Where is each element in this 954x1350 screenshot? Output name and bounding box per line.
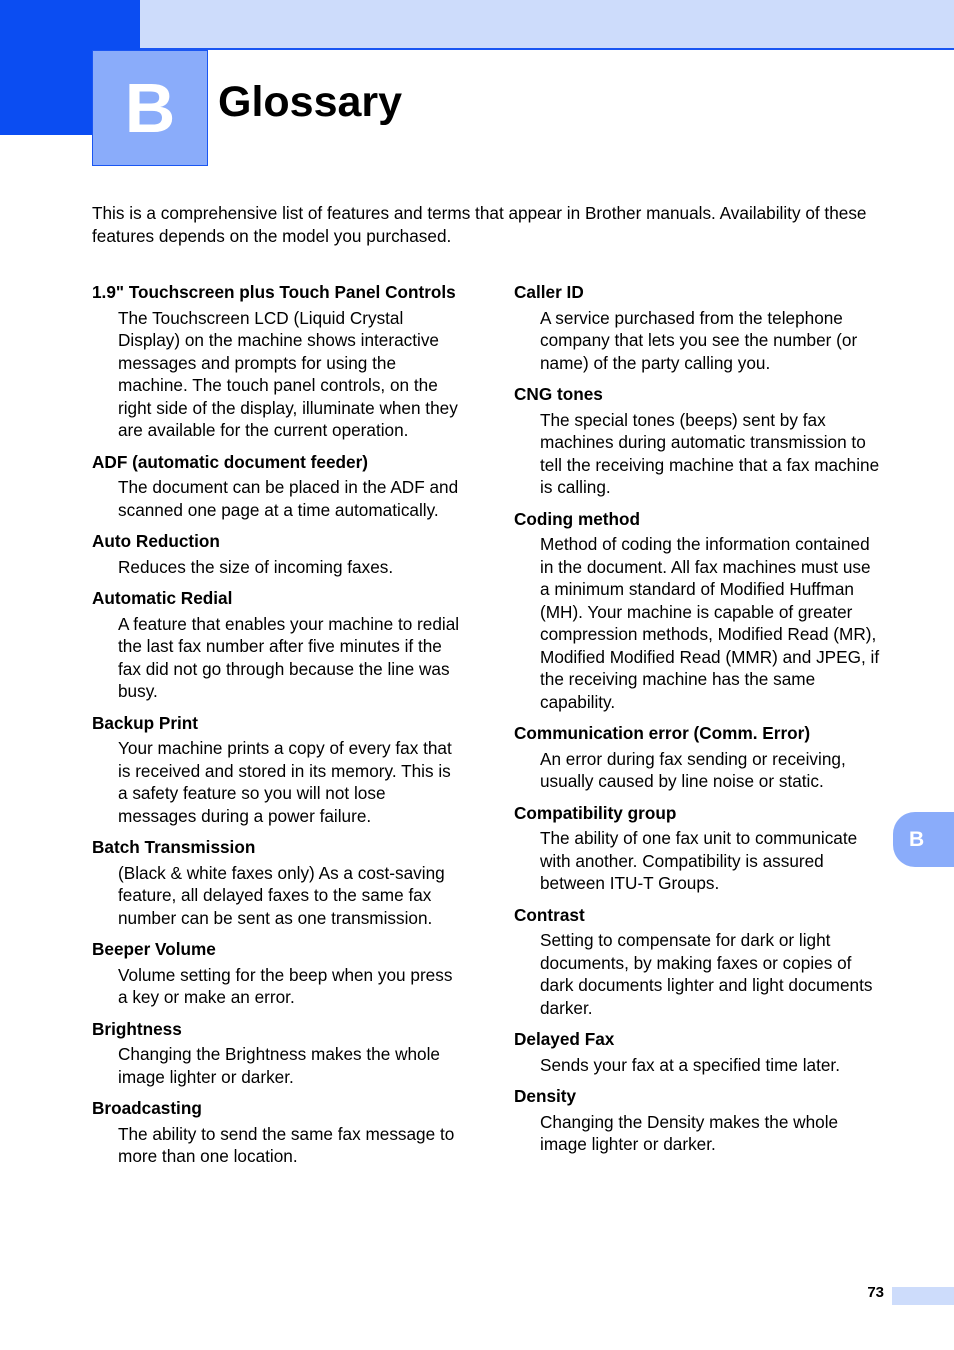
glossary-entry xyxy=(514,904,884,1020)
glossary-entry xyxy=(514,383,884,499)
glossary-definition: The special tones (beeps) sent by fax machines during automatic transmission to tell the receiving machine that a fax machine is calling. xyxy=(540,409,880,497)
glossary-entry xyxy=(92,281,464,442)
glossary-term: CNG tones xyxy=(514,384,603,404)
glossary-term: Broadcasting xyxy=(92,1098,202,1118)
glossary-column-left xyxy=(92,281,464,1177)
glossary-term: Contrast xyxy=(514,904,585,925)
glossary-term: Brightness xyxy=(92,1018,182,1039)
glossary-entry xyxy=(514,508,884,714)
glossary-term: Automatic Redial xyxy=(92,588,233,608)
glossary-term: Communication error (Comm. Error) xyxy=(514,723,811,743)
glossary-definition: Sends your fax at a specified time later. xyxy=(540,1054,840,1075)
glossary-column-right xyxy=(514,281,884,1165)
chapter-letter: B xyxy=(124,69,176,147)
glossary-entry xyxy=(92,1018,464,1089)
glossary-definition: Changing the Brightness makes the whole image lighter or darker. xyxy=(118,1044,440,1087)
glossary-term: Density xyxy=(514,1086,577,1106)
glossary-definition: The document can be placed in the ADF and scanned one page at a time automatically. xyxy=(118,477,459,520)
glossary-definition: (Black & white faxes only) As a cost-saving feature, all delayed faxes to the same fax number can be sent as one transmission. xyxy=(118,862,445,928)
glossary-term: ADF (automatic document feeder) xyxy=(92,451,368,472)
glossary-term: Coding method xyxy=(514,508,641,529)
chapter-badge xyxy=(92,50,208,166)
glossary-definition: Your machine prints a copy of every fax that is received and stored in its memory. This is a safety feature so you will not lose messages during a power failure. xyxy=(118,738,452,826)
page-title: Glossary xyxy=(218,78,403,126)
glossary-term: Compatibility group xyxy=(514,802,677,823)
glossary-entry xyxy=(514,1028,884,1076)
glossary-definition: A feature that enables your machine to redial the last fax number after five minutes if the fax did not go through because the line was busy. xyxy=(118,613,460,701)
glossary-entry xyxy=(92,836,464,929)
glossary-entry xyxy=(92,451,464,522)
glossary-term: Batch Transmission xyxy=(92,837,256,857)
glossary-entry xyxy=(514,1085,884,1156)
glossary-definition: Changing the Density makes the whole image lighter or darker. xyxy=(540,1111,839,1154)
glossary-entry xyxy=(92,712,464,828)
glossary-definition: Setting to compensate for dark or light documents, by making faxes or copies of dark documents lighter and light documents darker. xyxy=(540,930,873,1018)
glossary-entry xyxy=(514,722,884,793)
footer-bar xyxy=(892,1287,954,1305)
glossary-entry xyxy=(92,1097,464,1168)
glossary-term: Delayed Fax xyxy=(514,1029,615,1049)
glossary-definition: Method of coding the information contained in the document. All fax machines must use a minimum standard of Modified Huffman (MH). Your machine is capable of greater compression methods, Modified Read (MR), Modified Modified Read (MMR) and JPEG, if the receiving machine has the same capability. xyxy=(540,534,880,712)
glossary-definition: Volume setting for the beep when you press a key or make an error. xyxy=(118,964,453,1007)
chapter-side-tab xyxy=(893,812,954,867)
glossary-definition: The Touchscreen LCD (Liquid Crystal Display) on the machine shows interactive messages and prompts for using the machine. The touch panel controls, on the right side of the display, illuminate when they are available for the current operation. xyxy=(118,307,458,440)
glossary-definition: A service purchased from the telephone company that lets you see the number (or name) of the party calling you. xyxy=(540,307,858,373)
page-number: 73 xyxy=(867,1284,884,1301)
glossary-definition: The ability of one fax unit to communicate with another. Compatibility is assured between ITU-T Groups. xyxy=(540,828,858,893)
glossary-term: Auto Reduction xyxy=(92,531,220,551)
header-band xyxy=(140,0,954,50)
glossary-term: Beeper Volume xyxy=(92,939,216,959)
glossary-entry xyxy=(92,530,464,578)
glossary-entry xyxy=(92,938,464,1009)
glossary-term: Backup Print xyxy=(92,712,199,733)
glossary-entry xyxy=(92,587,464,703)
glossary-entry xyxy=(514,281,884,374)
glossary-term: 1.9" Touchscreen plus Touch Panel Controls xyxy=(92,282,456,302)
glossary-definition: The ability to send the same fax message to more than one location. xyxy=(118,1123,455,1166)
side-tab-letter: B xyxy=(909,828,925,851)
intro-paragraph: This is a comprehensive list of features and terms that appear in Brother manuals. Availability of these features depends on the model you purchased. xyxy=(92,203,867,246)
glossary-term: Caller ID xyxy=(514,282,584,302)
glossary-definition: An error during fax sending or receiving, usually caused by line noise or static. xyxy=(540,748,846,791)
glossary-entry xyxy=(514,802,884,895)
glossary-definition: Reduces the size of incoming faxes. xyxy=(118,556,394,577)
